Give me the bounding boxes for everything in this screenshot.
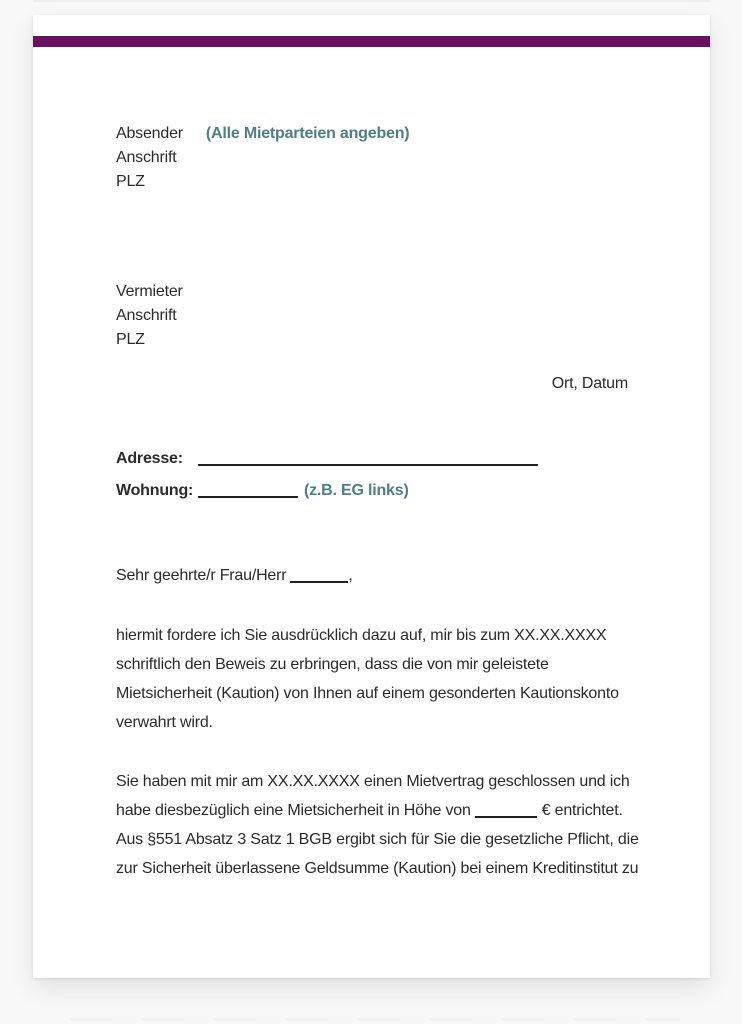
subject-fields	[116, 443, 628, 507]
amount-text-after: € entrichtet.	[541, 802, 623, 819]
body-paragraph-2	[116, 767, 639, 883]
paragraph-2-line-4: zur Sicherheit überlassene Geldsumme (Kaution) bei einem Kreditinstitut zu	[116, 860, 639, 877]
amount-text-before: habe diesbezüglich eine Mietsicherheit in Höhe von	[116, 802, 471, 819]
sender-street-placeholder: Anschrift	[116, 149, 177, 166]
landlord-zip-placeholder: PLZ	[116, 331, 145, 348]
sender-name-placeholder: Absender	[116, 125, 183, 142]
apartment-label: Wohnung:	[116, 482, 194, 499]
paragraph-1-line-1: hiermit fordere ich Sie ausdrücklich dazu auf, mir bis zum XX.XX.XXXX	[116, 627, 607, 644]
sender-zip-placeholder: PLZ	[116, 173, 145, 190]
letter-content	[33, 122, 710, 883]
apartment-hint: (z.B. EG links)	[304, 482, 409, 499]
previous-page-edge	[33, 0, 710, 2]
address-blank-line	[198, 451, 538, 466]
body-paragraph-1	[116, 621, 628, 737]
sender-address-block	[116, 122, 628, 194]
place-date-placeholder: Ort, Datum	[551, 375, 628, 392]
landlord-address-block	[116, 280, 628, 352]
address-label: Adresse:	[116, 450, 183, 467]
salutation-comma: ,	[348, 567, 353, 584]
letter-page	[33, 15, 710, 978]
header-accent-bar	[33, 36, 710, 47]
address-field-row	[116, 443, 628, 475]
paragraph-2-line-1: Sie haben mit mir am XX.XX.XXXX einen Mietvertrag geschlossen und ich	[116, 773, 630, 790]
paragraph-1-line-4: verwahrt wird.	[116, 714, 213, 731]
salutation-text: Sehr geehrte/r Frau/Herr	[116, 567, 287, 584]
apartment-blank-line	[198, 483, 298, 498]
paragraph-2-line-2	[116, 796, 628, 825]
sender-line-1	[116, 122, 628, 146]
amount-blank-line	[475, 803, 537, 818]
landlord-name-placeholder: Vermieter	[116, 283, 183, 300]
name-blank-line	[290, 568, 348, 583]
sender-annotation: (Alle Mietparteien angeben)	[205, 125, 410, 142]
salutation-line	[116, 564, 628, 588]
paragraph-2-line-3: Aus §551 Absatz 3 Satz 1 BGB ergibt sich für Sie die gesetzliche Pflicht, die	[116, 831, 639, 848]
next-page-edge	[70, 1018, 680, 1021]
landlord-street-placeholder: Anschrift	[116, 307, 177, 324]
paragraph-1-line-3: Mietsicherheit (Kaution) von Ihnen auf einem gesonderten Kautionskonto	[116, 685, 619, 702]
paragraph-1-line-2: schriftlich den Beweis zu erbringen, dass die von mir geleistete	[116, 656, 549, 673]
apartment-field-row	[116, 475, 628, 507]
